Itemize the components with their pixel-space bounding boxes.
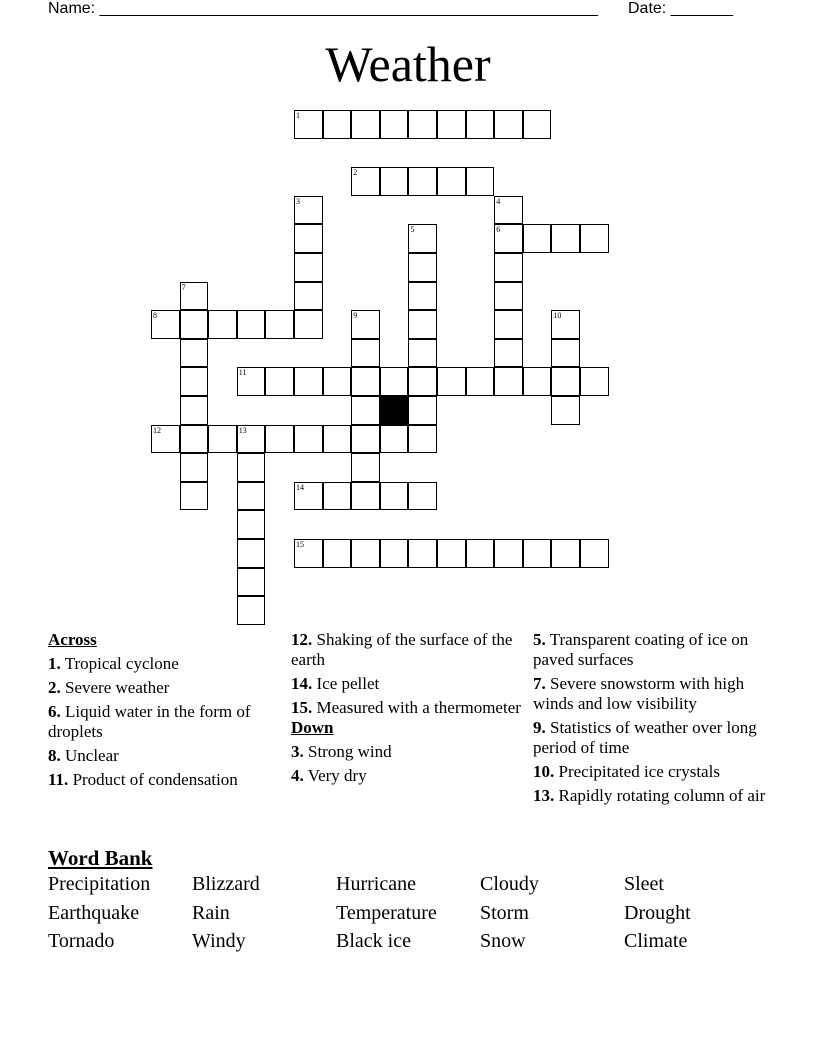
grid-cell[interactable]: [294, 310, 323, 339]
clue-number: 6: [496, 225, 501, 235]
clue-number: 8: [153, 311, 157, 321]
grid-cell[interactable]: [437, 167, 466, 196]
clue: [48, 746, 278, 766]
clue-number-label: 3.: [291, 742, 304, 761]
grid-cell[interactable]: [494, 110, 523, 139]
grid-cell[interactable]: [237, 453, 266, 482]
grid-cell[interactable]: [551, 224, 580, 253]
word-bank-word: Blizzard: [192, 873, 260, 895]
grid-cell[interactable]: [380, 425, 409, 454]
grid-cell[interactable]: [551, 367, 580, 396]
word-bank-word: Earthquake: [48, 901, 140, 924]
clues-column-3: [533, 630, 773, 810]
grid-cell[interactable]: [408, 224, 437, 253]
grid-cell[interactable]: [323, 110, 352, 139]
word-bank-title: Word Bank: [48, 846, 153, 870]
grid-cell[interactable]: [294, 224, 323, 253]
clue: [48, 702, 278, 742]
clue-number-label: 7.: [533, 674, 546, 693]
clue-number-label: 1.: [48, 654, 61, 673]
grid-cell[interactable]: [494, 253, 523, 282]
grid-cell[interactable]: [237, 596, 266, 625]
word-bank-word: Sleet: [624, 873, 664, 895]
grid-cell[interactable]: [437, 367, 466, 396]
grid-cell[interactable]: [523, 367, 552, 396]
clue-text: Precipitated ice crystals: [554, 762, 720, 781]
grid-cell[interactable]: [380, 482, 409, 511]
grid-cell[interactable]: [294, 425, 323, 454]
clue-number-label: 10.: [533, 762, 555, 781]
grid-cell[interactable]: [437, 110, 466, 139]
grid-cell[interactable]: [408, 310, 437, 339]
word-bank-word: Cloudy: [480, 873, 539, 895]
grid-cell[interactable]: [208, 310, 237, 339]
grid-cell[interactable]: [180, 282, 209, 311]
grid-cell[interactable]: [351, 110, 380, 139]
clue-number-label: 14.: [291, 674, 313, 693]
word-bank-word: Storm: [480, 901, 529, 924]
grid-cell[interactable]: [551, 339, 580, 368]
clue-number-label: 15.: [291, 698, 313, 717]
across-heading: Across: [48, 630, 97, 649]
grid-cell[interactable]: [580, 367, 609, 396]
grid-cell[interactable]: [151, 425, 180, 454]
word-bank-word: Black ice: [336, 930, 411, 952]
grid-cell[interactable]: [294, 367, 323, 396]
grid-cell[interactable]: [180, 310, 209, 339]
clue: [291, 630, 521, 670]
grid-cell[interactable]: [523, 110, 552, 139]
clue-text: Product of condensation: [68, 770, 238, 789]
clue-number: 10: [553, 311, 562, 321]
clue-text: Liquid water in the form of droplets: [48, 702, 251, 741]
grid-cell[interactable]: [437, 539, 466, 568]
grid-cell[interactable]: [351, 482, 380, 511]
clue: [48, 770, 278, 790]
clue-number: 12: [153, 425, 161, 435]
date-field-label: Date: _______: [628, 0, 733, 17]
grid-cell[interactable]: [494, 196, 523, 225]
clue-number-label: 11.: [48, 770, 69, 789]
clue-text: Severe snowstorm with high winds and low visibility: [533, 674, 745, 713]
clue-number: 4: [496, 196, 501, 206]
clue-text: Unclear: [60, 746, 119, 765]
grid-cell[interactable]: [237, 482, 266, 511]
grid-cell[interactable]: [294, 110, 323, 139]
word-bank-word: Tornado: [48, 930, 115, 952]
grid-cell[interactable]: [466, 367, 495, 396]
grid-cell[interactable]: [151, 310, 180, 339]
clue-number-label: 13.: [533, 786, 555, 805]
clue-text: Rapidly rotating column of air: [554, 786, 766, 805]
clue-number-label: 2.: [48, 678, 61, 697]
grid-cell[interactable]: [351, 453, 380, 482]
clue: [291, 698, 521, 718]
clue: [533, 718, 773, 758]
grid-cell[interactable]: [294, 253, 323, 282]
grid-cell[interactable]: [351, 310, 380, 339]
word-bank-word: Hurricane: [336, 873, 416, 895]
grid-cell[interactable]: [408, 482, 437, 511]
grid-cell[interactable]: [408, 396, 437, 425]
clue-number: 13: [238, 425, 247, 435]
clue: [291, 742, 521, 762]
grid-cell[interactable]: [294, 282, 323, 311]
clue-number: 9: [353, 311, 358, 321]
grid-cell[interactable]: [408, 282, 437, 311]
grid-cell[interactable]: [351, 425, 380, 454]
grid-cell[interactable]: [408, 167, 437, 196]
clue-text: Tropical cyclone: [60, 654, 179, 673]
clue: [533, 786, 773, 806]
clues-column-2: [291, 630, 521, 790]
grid-cell[interactable]: [466, 539, 495, 568]
grid-cell[interactable]: [265, 367, 294, 396]
clue-number-label: 8.: [48, 746, 61, 765]
grid-cell[interactable]: [494, 282, 523, 311]
page-title: Weather: [325, 36, 491, 92]
grid-cell[interactable]: [237, 510, 266, 539]
grid-cell[interactable]: [408, 110, 437, 139]
clue: [291, 766, 521, 786]
word-bank-word: Snow: [480, 930, 526, 952]
grid-cell[interactable]: [380, 367, 409, 396]
word-bank-word: Rain: [192, 901, 230, 924]
word-bank-word: Temperature: [336, 901, 437, 924]
grid-cell[interactable]: [180, 453, 209, 482]
grid-cell[interactable]: [237, 425, 266, 454]
clue: [48, 654, 278, 674]
clue-number-label: 9.: [533, 718, 546, 737]
grid-cell[interactable]: [265, 310, 294, 339]
clue-text: Transparent coating of ice on paved surfaces: [533, 630, 749, 669]
grid-cell[interactable]: [237, 367, 266, 396]
grid-cell[interactable]: [380, 167, 409, 196]
word-bank-word: Windy: [192, 930, 246, 952]
grid-cell[interactable]: [380, 110, 409, 139]
clue-text: Measured with a thermometer: [312, 698, 521, 717]
grid-cell[interactable]: [466, 167, 495, 196]
grid-cell[interactable]: [294, 539, 323, 568]
clue-number: 14: [296, 482, 304, 492]
clue-number: 5: [410, 225, 415, 235]
grid-cell[interactable]: [351, 167, 380, 196]
grid-cell[interactable]: [408, 539, 437, 568]
clues-column-1: [48, 630, 278, 794]
word-bank-word: Precipitation: [48, 873, 151, 895]
grid-cell[interactable]: [494, 539, 523, 568]
grid-cell[interactable]: [523, 224, 552, 253]
clue-text: Very dry: [303, 766, 367, 785]
grid-cell[interactable]: [408, 367, 437, 396]
grid-cell[interactable]: [351, 367, 380, 396]
grid-cell[interactable]: [237, 568, 266, 597]
grid-cell[interactable]: [323, 425, 352, 454]
grid-cell[interactable]: [408, 339, 437, 368]
grid-cell[interactable]: [523, 539, 552, 568]
word-bank-word: Climate: [624, 930, 688, 952]
grid-cell[interactable]: [494, 310, 523, 339]
clue-text: Statistics of weather over long period of time: [533, 718, 757, 757]
clue-number: 1: [296, 111, 300, 120]
down-heading: Down: [291, 718, 334, 737]
grid-black-cell: [380, 396, 409, 425]
clue-number: 15: [296, 540, 304, 549]
clue-number: 2: [353, 168, 358, 178]
clue-text: Severe weather: [60, 678, 170, 697]
grid-cell[interactable]: [237, 310, 266, 339]
grid-cell[interactable]: [580, 539, 609, 568]
grid-cell[interactable]: [380, 539, 409, 568]
grid-cell[interactable]: [351, 339, 380, 368]
grid-cell[interactable]: [294, 482, 323, 511]
grid-cell[interactable]: [323, 539, 352, 568]
clue: [291, 674, 521, 694]
grid-cell[interactable]: [265, 425, 294, 454]
clue-text: Strong wind: [303, 742, 392, 761]
grid-cell[interactable]: [180, 367, 209, 396]
grid-cell[interactable]: [580, 224, 609, 253]
clue-number: 11: [238, 368, 247, 378]
grid-cell[interactable]: [237, 539, 266, 568]
grid-cell[interactable]: [180, 425, 209, 454]
grid-cell[interactable]: [466, 110, 495, 139]
grid-cell[interactable]: [408, 253, 437, 282]
clue: [533, 762, 773, 782]
clue-number-label: 4.: [291, 766, 304, 785]
clue-number: 7: [181, 282, 186, 292]
grid-cell[interactable]: [208, 425, 237, 454]
clue-number-label: 6.: [48, 702, 61, 721]
clue-text: Shaking of the surface of the earth: [291, 630, 513, 669]
grid-cell[interactable]: [323, 482, 352, 511]
clue-number-label: 12.: [291, 630, 313, 649]
clue: [533, 630, 773, 670]
grid-cell[interactable]: [294, 196, 323, 225]
clue-number-label: 5.: [533, 630, 546, 649]
name-field-label: Name: ________________________________________________________: [48, 0, 598, 17]
grid-cell[interactable]: [551, 539, 580, 568]
word-bank-word: Drought: [624, 901, 691, 924]
grid-cell[interactable]: [494, 224, 523, 253]
clue-number: 3: [296, 196, 300, 206]
grid-cell[interactable]: [408, 425, 437, 454]
grid-cell[interactable]: [180, 339, 209, 368]
grid-cell[interactable]: [494, 339, 523, 368]
grid-cell[interactable]: [180, 396, 209, 425]
grid-cell[interactable]: [351, 396, 380, 425]
clue: [48, 678, 278, 698]
grid-cell[interactable]: [323, 367, 352, 396]
grid-cell[interactable]: [551, 396, 580, 425]
grid-cell[interactable]: [180, 482, 209, 511]
grid-cell[interactable]: [494, 367, 523, 396]
clue: [533, 674, 773, 714]
clue-text: Ice pellet: [312, 674, 380, 693]
grid-cell[interactable]: [351, 539, 380, 568]
grid-cell[interactable]: [551, 310, 580, 339]
